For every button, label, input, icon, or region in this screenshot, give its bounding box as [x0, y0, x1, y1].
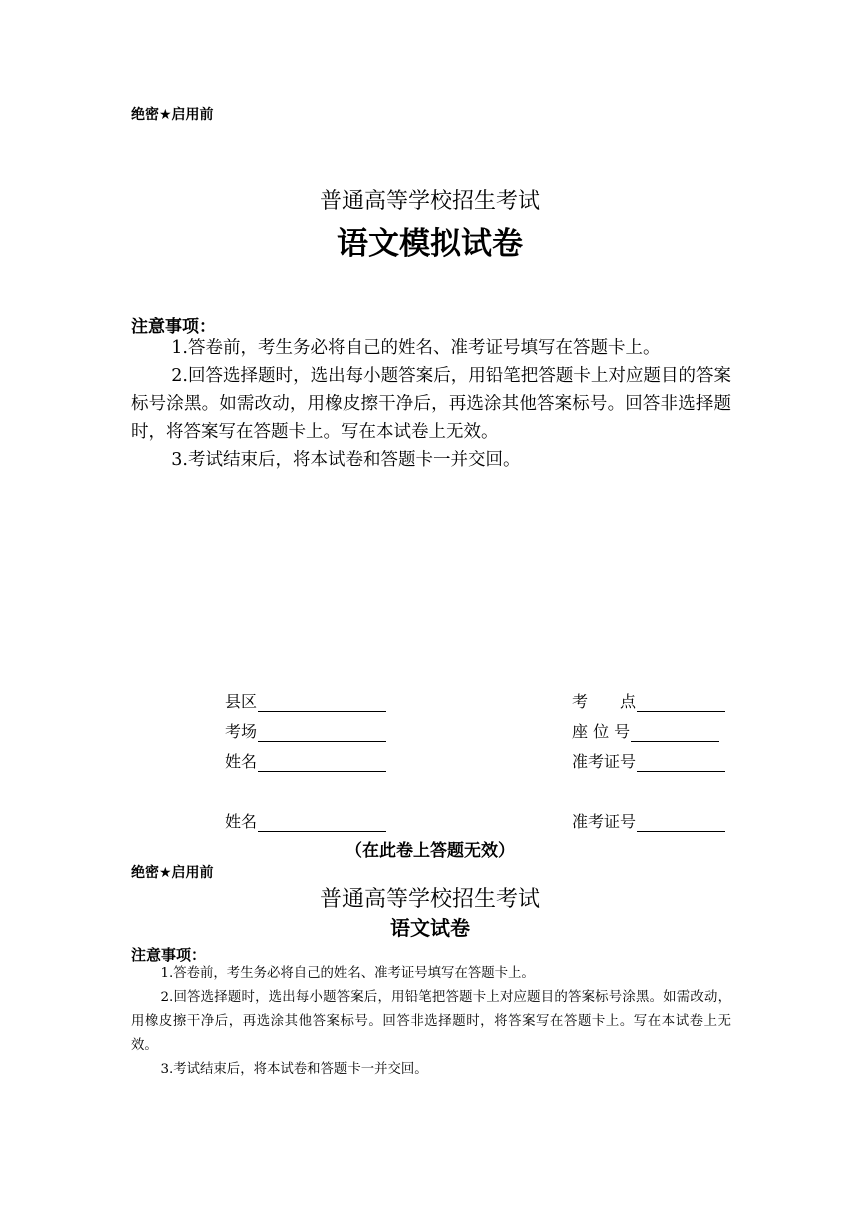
- name-blank[interactable]: [258, 752, 386, 772]
- admission-number-field: [572, 750, 725, 772]
- exam-room-blank[interactable]: [258, 722, 386, 742]
- classification-label: 绝密★启用前: [131, 107, 214, 123]
- notice-heading: 注意事项：: [131, 317, 216, 337]
- notice-item: 1.答卷前，考生务必将自己的姓名、准考证号填写在答题卡上。: [171, 338, 661, 358]
- name-label-2: 姓名: [225, 812, 258, 831]
- admission-number-field-2: [572, 810, 725, 832]
- admission-number-blank[interactable]: [637, 752, 725, 772]
- seat-number-blank[interactable]: [631, 722, 719, 742]
- exam-site-label: 考 点: [572, 692, 637, 711]
- name-field-2: [225, 810, 386, 832]
- notice-item: 1.答卷前，考生务必将自己的姓名、准考证号填写在答题卡上。: [160, 966, 535, 981]
- invalid-answer-note: （在此卷上答题无效）: [345, 841, 515, 861]
- exam-title: 普通高等学校招生考试: [319, 189, 540, 214]
- county-field: [225, 690, 386, 712]
- notice-list: [131, 334, 731, 474]
- admission-number-label-2: 准考证号: [572, 812, 637, 831]
- exam-room-label: 考场: [225, 722, 258, 741]
- notice-item: 3.考试结束后，将本试卷和答题卡一并交回。: [171, 450, 521, 470]
- classification-label-2: 绝密★启用前: [131, 865, 214, 881]
- exam-title-2: 普通高等学校招生考试: [319, 887, 540, 912]
- county-blank[interactable]: [258, 692, 386, 712]
- admission-number-label: 准考证号: [572, 752, 637, 771]
- name-label: 姓名: [225, 752, 258, 771]
- seat-number-label: 座 位 号: [572, 722, 631, 741]
- name-blank-2[interactable]: [258, 812, 386, 832]
- notice-item: 3.考试结束后，将本试卷和答题卡一并交回。: [160, 1062, 428, 1077]
- notice-item: 2.回答选择题时，选出每小题答案后，用铅笔把答题卡上对应题目的答案标号涂黑。如需改动，用橡皮擦干净后，再选涂其他答案标号。回答非选择题时，将答案写在答题卡上。写在本试卷上无效。: [131, 990, 731, 1053]
- paper-title-2: 语文试卷: [390, 916, 470, 940]
- seat-number-field: [572, 720, 719, 742]
- name-field: [225, 750, 386, 772]
- exam-room-field: [225, 720, 386, 742]
- admission-number-blank-2[interactable]: [637, 812, 725, 832]
- county-label: 县区: [225, 692, 258, 711]
- exam-site-field: [572, 690, 725, 712]
- paper-title: 语文模拟试卷: [337, 226, 523, 262]
- notice-heading-2: 注意事项：: [131, 946, 207, 964]
- exam-site-blank[interactable]: [637, 692, 725, 712]
- notice-list-2: [131, 962, 731, 1082]
- notice-item: 2.回答选择题时，选出每小题答案后，用铅笔把答题卡上对应题目的答案标号涂黑。如需改动，用橡皮擦干净后，再选涂其他答案标号。回答非选择题时，将答案写在答题卡上。写在本试卷上无效。: [131, 366, 731, 442]
